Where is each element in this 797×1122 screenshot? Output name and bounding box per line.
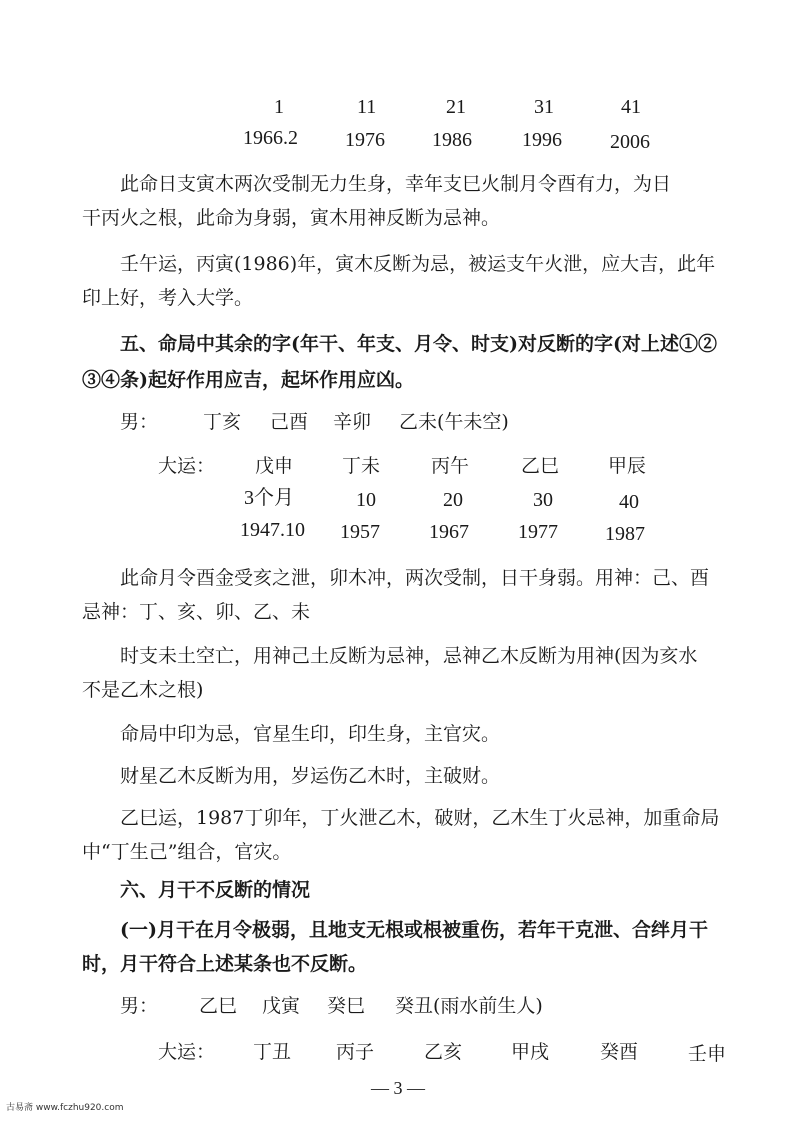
table2-year-5: 1987	[605, 523, 645, 545]
chart2-label: 男：	[120, 411, 159, 433]
para2-line2: 印上好，考入大学。	[82, 287, 254, 309]
table2-luck-3: 丙午	[431, 455, 470, 477]
chart2-pillar-year: 丁亥	[203, 411, 242, 433]
chart3-label: 男：	[120, 995, 159, 1017]
chart3-pillar-day: 癸巳	[327, 995, 366, 1017]
table1-year-5: 2006	[610, 131, 650, 153]
table2-label: 大运：	[158, 455, 216, 477]
table2-luck-5: 甲辰	[608, 455, 647, 477]
section5-line2: ③④条)起好作用应吉，起坏作用应凶。	[82, 369, 414, 391]
table2-age-2: 10	[356, 489, 376, 511]
table2-luck-2: 丁未	[342, 455, 381, 477]
table2-age-3: 20	[443, 489, 463, 511]
table1-year-2: 1976	[345, 129, 385, 151]
table2-luck-1: 戊申	[255, 455, 294, 477]
table1-age-2: 11	[357, 96, 377, 118]
watermark: 古易斋 www.fczhu920.com	[6, 1103, 124, 1113]
page-number: — 3 —	[371, 1078, 425, 1098]
table2-age-4: 30	[533, 489, 553, 511]
table2-year-2: 1957	[340, 521, 380, 543]
table2-year-3: 1967	[429, 521, 469, 543]
table1-age-4: 31	[534, 96, 554, 118]
table1-age-3: 21	[446, 96, 466, 118]
section6-1-line1: (一)月干在月令极弱，且地支无根或根被重伤，若年干克泄、合绊月干	[120, 919, 708, 941]
table1-age-5: 41	[621, 96, 641, 118]
para5-line1: 命局中印为忌，官星生印，印生身，主官灾。	[120, 723, 501, 745]
table3-luck-1: 丁丑	[253, 1041, 292, 1063]
section5-line1: 五、命局中其余的字(年干、年支、月令、时支)对反断的字(对上述①②	[120, 333, 717, 355]
table3-luck-2: 丙子	[336, 1041, 375, 1063]
table3-luck-5: 癸酉	[600, 1041, 639, 1063]
para3-line2: 忌神：丁、亥、卯、乙、未	[82, 601, 311, 623]
chart2-pillar-month: 己酉	[270, 411, 309, 433]
para3-line1: 此命月令酉金受亥之泄，卯木冲，两次受制，日干身弱。用神：己、酉	[120, 567, 710, 589]
para4-line2: 不是乙木之根)	[82, 679, 204, 701]
chart3-pillar-month: 戊寅	[262, 995, 301, 1017]
table2-age-1: 3个月	[244, 487, 294, 509]
table1-age-1: 1	[274, 96, 284, 118]
table3-luck-6: 壬申	[688, 1043, 727, 1065]
para4-line1: 时支未土空亡，用神己土反断为忌神，忌神乙木反断为用神(因为亥水	[120, 645, 698, 667]
table3-label: 大运：	[158, 1041, 216, 1063]
para6-line1: 财星乙木反断为用，岁运伤乙木时，主破财。	[120, 765, 501, 787]
table2-age-5: 40	[619, 491, 639, 513]
table3-luck-4: 甲戌	[511, 1041, 550, 1063]
para2-line1: 壬午运，丙寅(1986)年，寅木反断为忌，被运支午火泄，应大吉，此年	[120, 253, 716, 275]
section6-1-line2: 时，月干符合上述某条也不反断。	[82, 953, 368, 975]
chart2-pillar-day: 辛卯	[333, 411, 372, 433]
chart3-pillar-year: 乙巳	[199, 995, 238, 1017]
para1-line1: 此命日支寅木两次受制无力生身，幸年支巳火制月令酉有力，为日	[120, 173, 672, 195]
para7-line2: 中“丁生己”组合，官灾。	[82, 841, 292, 863]
chart3-pillar-hour: 癸丑(雨水前生人)	[395, 995, 543, 1017]
section6-title: 六、月干不反断的情况	[120, 879, 311, 901]
chart2-pillar-hour: 乙未(午未空)	[399, 411, 509, 433]
para7-line1: 乙巳运，1987丁卯年，丁火泄乙木，破财，乙木生丁火忌神，加重命局	[120, 807, 720, 829]
table3-luck-3: 乙亥	[424, 1041, 463, 1063]
para1-line2: 干丙火之根，此命为身弱，寅木用神反断为忌神。	[82, 207, 501, 229]
table2-luck-4: 乙巳	[521, 455, 560, 477]
table1-year-1: 1966.2	[243, 127, 298, 149]
table2-year-4: 1977	[518, 521, 558, 543]
table2-year-1: 1947.10	[240, 519, 305, 541]
table1-year-3: 1986	[432, 129, 472, 151]
table1-year-4: 1996	[522, 129, 562, 151]
